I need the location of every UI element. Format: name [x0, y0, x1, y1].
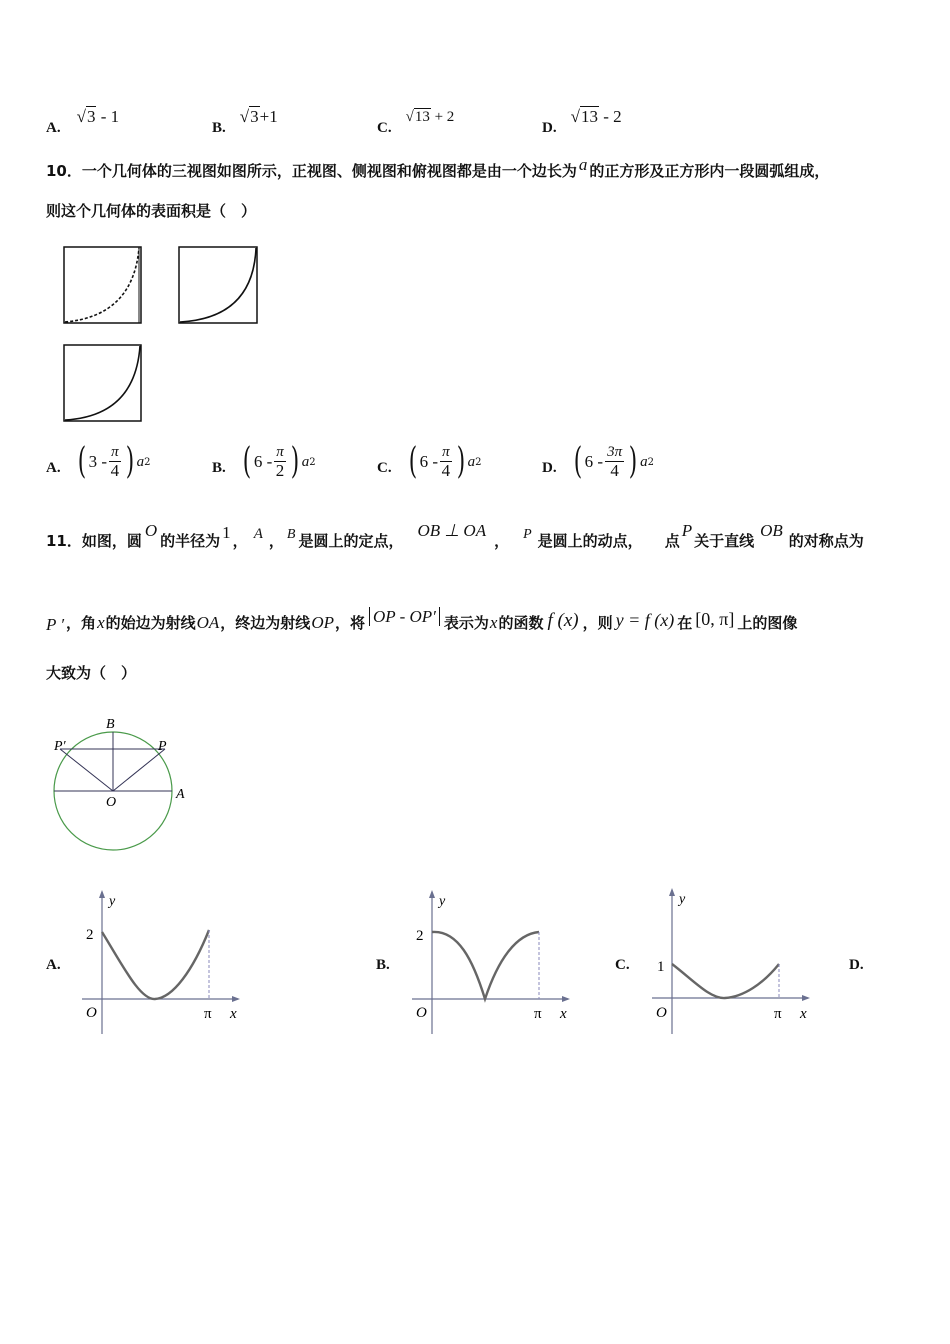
graph-c-label[interactable]: C. [615, 957, 630, 973]
q10-option-d[interactable]: D. ( 6 - $\frac{3\pi}{4}$ ) a 2 [542, 441, 654, 483]
abs-expression: OP - OP′ [369, 607, 440, 626]
q11-line2: P ′ ，角x的始边为射线OA，终边为射线OP，将 OP - OP′ 表示为x的函数 f (x) ，则 y = f (x) 在 [0, π] 上的图像 [46, 607, 798, 634]
svg-text:O: O [416, 1005, 427, 1021]
front-view [64, 247, 141, 323]
q10-option-b[interactable]: B. ( 6 - $\frac{\pi}{2}$ ) a 2 [212, 441, 316, 483]
top-view [64, 345, 141, 421]
q11-line1: 11．如图，圆O的半径为 1 ， A ， B 是圆上的定点，OB ⊥ OA， P 是圆上的动点， 点P关于直线OB的对称点为 [46, 521, 864, 550]
point-p-prime-label: P′ [54, 739, 66, 754]
three-view-figure [55, 240, 275, 430]
q9-options [0, 100, 950, 136]
side-view [179, 247, 257, 323]
q9-option-b[interactable]: B. √3+1 [212, 106, 278, 136]
svg-text:2: 2 [416, 928, 424, 944]
option-label: A. [46, 120, 61, 136]
q9-option-c[interactable]: C. √13 + 2 [377, 109, 455, 136]
svg-text:π: π [204, 1006, 212, 1022]
svg-text:y: y [679, 892, 686, 907]
q10-option-a[interactable]: A. ( 3 - $\frac{\pi}{4}$ ) a 2 [46, 441, 151, 483]
svg-text:y: y [109, 894, 116, 909]
q10-option-c[interactable]: C. ( 6 - $\frac{\pi}{4}$ ) a 2 [377, 441, 482, 483]
q10-line2: 则这个几何体的表面积是（ ） [46, 202, 257, 220]
svg-text:x: x [230, 1006, 237, 1022]
q11-line3: 大致为（ ） [46, 664, 137, 682]
svg-text:O: O [656, 1005, 667, 1021]
svg-text:O: O [86, 1005, 97, 1021]
graph-a[interactable] [78, 890, 248, 1040]
circle-figure [40, 712, 200, 852]
graph-a-label[interactable]: A. [46, 957, 61, 973]
q10-options [0, 440, 950, 495]
svg-text:x: x [800, 1006, 807, 1022]
svg-text:π: π [534, 1006, 542, 1022]
graph-b[interactable] [408, 890, 578, 1040]
graph-d-label[interactable]: D. [849, 957, 864, 973]
svg-text:y: y [439, 894, 446, 909]
svg-text:1: 1 [657, 959, 665, 975]
point-b-label: B [106, 717, 115, 732]
graph-b-label[interactable]: B. [376, 957, 390, 973]
q9-option-d[interactable]: D. √13 - 2 [542, 106, 622, 136]
svg-text:2: 2 [86, 927, 94, 943]
point-p-label: P [158, 739, 167, 754]
q10-line1: 10．一个几何体的三视图如图所示，正视图、侧视图和俯视图都是由一个边长为 a 的正方形及正方形内一段圆弧组成， [46, 155, 830, 180]
graph-c[interactable] [648, 888, 818, 1038]
svg-text:π: π [774, 1006, 782, 1022]
option-label: C. [377, 120, 392, 136]
point-o-label: O [106, 795, 117, 810]
option-label: B. [212, 120, 226, 136]
svg-text:x: x [560, 1006, 567, 1022]
point-a-label: A [176, 787, 185, 802]
option-label: D. [542, 120, 557, 136]
q9-option-a[interactable]: A. √3 - 1 [46, 106, 120, 136]
